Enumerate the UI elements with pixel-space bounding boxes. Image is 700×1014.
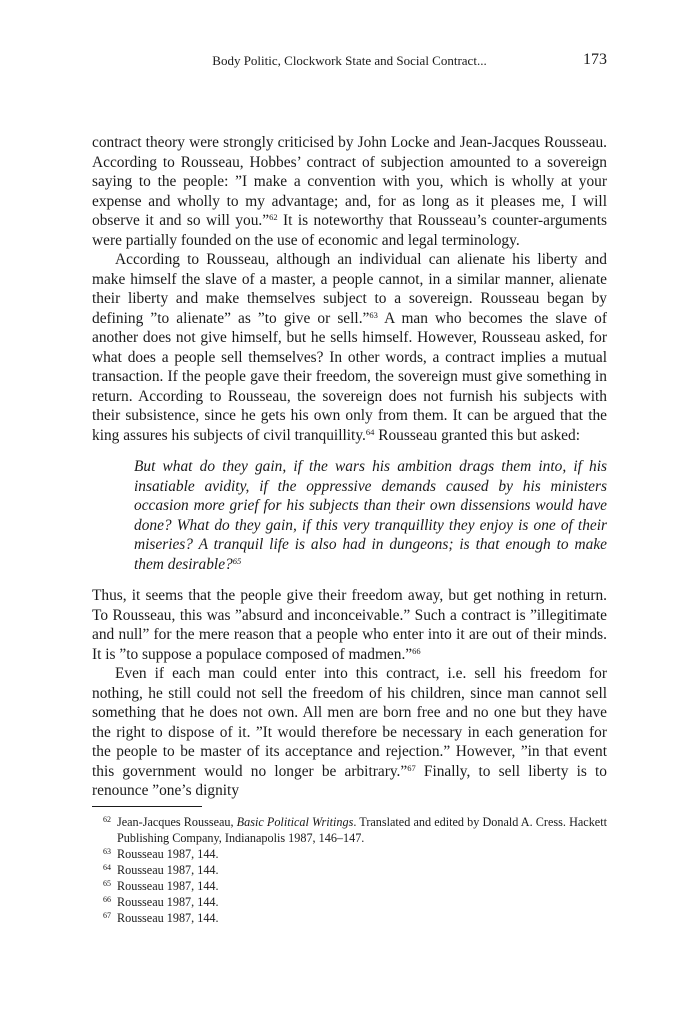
footnote	[92, 846, 607, 862]
page-number: 173	[583, 51, 607, 68]
note-ref-64: 64	[365, 426, 375, 437]
footnote	[92, 910, 607, 926]
note-ref-67: 67	[407, 762, 416, 773]
paragraph-text: Even if each man could enter into this contract, i.e. sell his freedom for nothing, he still could not sell the freedom of his children, since man cannot sell something that he does not own. All men are born free and no one but they have the right to dispose of it. ”It would therefore be necessary in each generation for the people to be master of its acceptance and rejection.” However, ”in that event this government would no longer be arbitrary.”	[92, 665, 607, 780]
main-text	[92, 133, 607, 801]
footnotes	[92, 814, 607, 926]
footnote-text: Rousseau 1987, 144.	[117, 911, 219, 925]
footnote-divider	[92, 806, 202, 807]
footnote-text: Rousseau 1987, 144.	[117, 895, 219, 909]
paragraph-text: Finally, to sell liberty is to renounce ”one’s dignity	[92, 762, 607, 799]
footnote-number: 65	[103, 879, 111, 888]
footnote	[92, 862, 607, 878]
footnote-number: 64	[103, 863, 111, 872]
footnote	[92, 894, 607, 910]
quote-text: But what do they gain, if the wars his ambition drags them into, if his insatiable avidity, if the oppressive demands caused by his ministers occasion more grief for his subjects than their own dissensions would have done? What do they gain, if this very tranquillity they enjoy is one of their miseries? A tranquil life is also had in dungeons; is that enough to make them desirable?	[134, 458, 607, 573]
paragraph-text: According to Rousseau, although an individual can alienate his liberty and make himself the slave of a master, a people cannot, in a similar manner, alienate their liberty and make themselves subject to a sovereign. Rousseau began by defining ”to alienate” as ”to give or sell.”	[92, 251, 607, 327]
note-ref-65: 65	[232, 555, 242, 566]
paragraph-2	[92, 250, 607, 445]
footnote-number: 63	[103, 847, 111, 856]
footnote-number: 66	[103, 895, 111, 904]
footnote-text: Jean-Jacques Rousseau,	[117, 815, 237, 829]
paragraph-text: It is noteworthy that Rousseau’s counter-arguments were partially founded on the use of economic and legal terminology.	[92, 212, 607, 249]
paragraph-text: Thus, it seems that the people give their freedom away, but get nothing in return. To Rousseau, this was ”absurd and inconceivable.” Such a contract is ”illegitimate and null” for the mere reason that a people who enter into it are out of their minds. It is ”to suppose a populace composed of madmen.”	[92, 587, 607, 663]
footnote	[92, 814, 607, 846]
note-ref-62: 62	[269, 212, 278, 222]
footnote-number: 67	[103, 911, 111, 920]
paragraph-4	[92, 664, 607, 801]
block-quote	[134, 457, 607, 574]
footnote-number: 62	[103, 815, 111, 824]
note-ref-63: 63	[369, 309, 378, 320]
footnote-text: Rousseau 1987, 144.	[117, 863, 219, 877]
paragraph-text: Rousseau granted this but asked:	[374, 426, 580, 444]
footnote	[92, 878, 607, 894]
footnote-text: . Translated and edited by Donald A. Cress. Hackett Publishing Company, Indianapolis 1987, 146–147.	[117, 815, 607, 845]
note-ref-66: 66	[412, 645, 421, 656]
paragraph-text: A man who becomes the slave of another does not give himself, but he sells himself. However, Rousseau asked, for what does a people sell themselves? In other words, a contract implies a mutual transaction. If the people gave their freedom, the sovereign must give something in return. According to Rousseau, the sovereign does not furnish his subjects with their subsistence, since he gets his own only from them. It can be argued that the king assures his subjects of civil tranquillity.	[92, 309, 607, 444]
paragraph-1	[92, 133, 607, 250]
footnote-book-title: Basic Political Writings	[236, 815, 354, 829]
paragraph-text: contract theory were strongly criticised by John Locke and Jean-Jacques Rousseau. According to Rousseau, Hobbes’ contract of subjection amounted to a sovereign saying to the people: ”I make a convention with you, which is wholly at your expense and wholly to my advantage; and, for as long as it pleases me, I will observe it and so will you.”	[92, 134, 607, 229]
running-title: Body Politic, Clockwork State and Social Contract...	[212, 53, 487, 68]
paragraph-3	[92, 586, 607, 664]
footnote-text: Rousseau 1987, 144.	[117, 847, 219, 861]
footnote-text: Rousseau 1987, 144.	[117, 879, 219, 893]
